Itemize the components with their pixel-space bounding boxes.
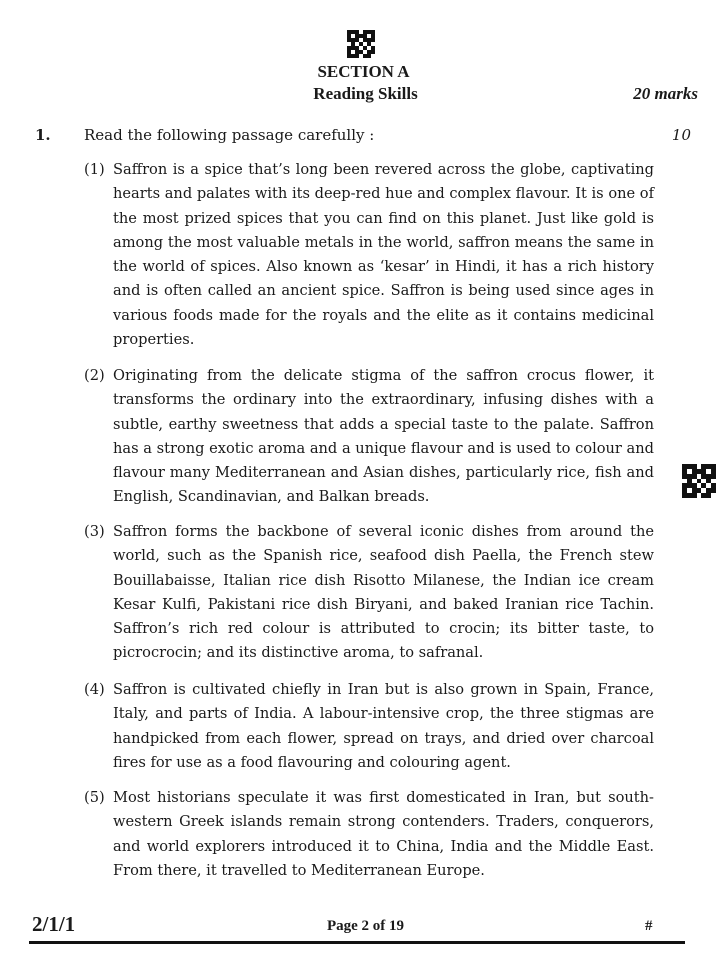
question-marks: 10 <box>671 126 691 144</box>
paragraph-text: Saffron forms the backbone of several iconic dishes from around the world, such as the Spanish rice, seafood dish Paella, the French stew Bouillabaisse, Italian rice dish Risotto Milanese, the Indian ice cream Kesar Kulfi, Pakistani rice dish Biryani, and baked Iranian rice Tachin. Saffron’s rich red colour is attributed to crocin; its bitter taste, to picrocrocin; and its distinctive aroma, to safranal. <box>113 523 654 662</box>
section-title: SECTION A <box>317 62 410 81</box>
question-number: 1. <box>35 126 51 144</box>
paragraph-text: Originating from the delicate stigma of the saffron crocus flower, it transforms the ordinary into the extraordinary, infusing dishes with a subtle, earthy sweetness that adds a special taste to the palate. Saffron has a strong exotic aroma and a unique flavour and is used to colour and flavour many Mediterranean and Asian dishes, particularly rice, fish and English, Scandinavian, and Balkan breads. <box>113 367 654 506</box>
paragraph-number: (1) <box>84 161 105 178</box>
paragraph-number: (4) <box>84 681 105 698</box>
qr-code-icon <box>682 464 716 498</box>
page-number: Page 2 of 19 <box>326 918 405 934</box>
footer-hash: # <box>645 918 653 934</box>
passage-paragraph <box>84 158 654 352</box>
passage-paragraph <box>84 786 654 883</box>
paragraph-text: Saffron is a spice that’s long been revered across the globe, captivating hearts and palates with its deep-red hue and complex flavour. It is one of the most prized spices that you can find on this planet. Just like gold is among the most valuable metals in the world, saffron means the same in the world of spices. Also known as ‘kesar’ in Hindi, it has a rich history and is often called an ancient spice. Saffron is being used since ages in various foods made for the royals and the elite as it contains medicinal properties. <box>113 161 654 349</box>
passage-paragraph <box>84 678 654 775</box>
footer-divider <box>29 941 685 944</box>
passage-paragraph <box>84 520 654 666</box>
paragraph-number: (5) <box>84 789 105 806</box>
section-subtitle: Reading Skills <box>313 84 418 103</box>
section-marks: 20 marks <box>633 84 698 103</box>
question-instruction: Read the following passage carefully : <box>84 126 375 144</box>
paper-code: 2/1/1 <box>32 912 76 936</box>
paragraph-number: (3) <box>84 523 105 540</box>
paragraph-text: Saffron is cultivated chiefly in Iran but is also grown in Spain, France, Italy, and parts of India. A labour-intensive crop, the three stigmas are handpicked from each flower, spread on trays, and dried over charcoal fires for use as a food flavouring and colouring agent. <box>113 681 654 771</box>
paragraph-text: Most historians speculate it was first domesticated in Iran, but south-western Greek islands remain strong contenders. Traders, conquerors, and world explorers introduced it to China, India and the Middle East. From there, it travelled to Mediterranean Europe. <box>113 789 654 879</box>
qr-code-icon <box>347 30 375 58</box>
paragraph-number: (2) <box>84 367 105 384</box>
passage-paragraph <box>84 364 654 510</box>
